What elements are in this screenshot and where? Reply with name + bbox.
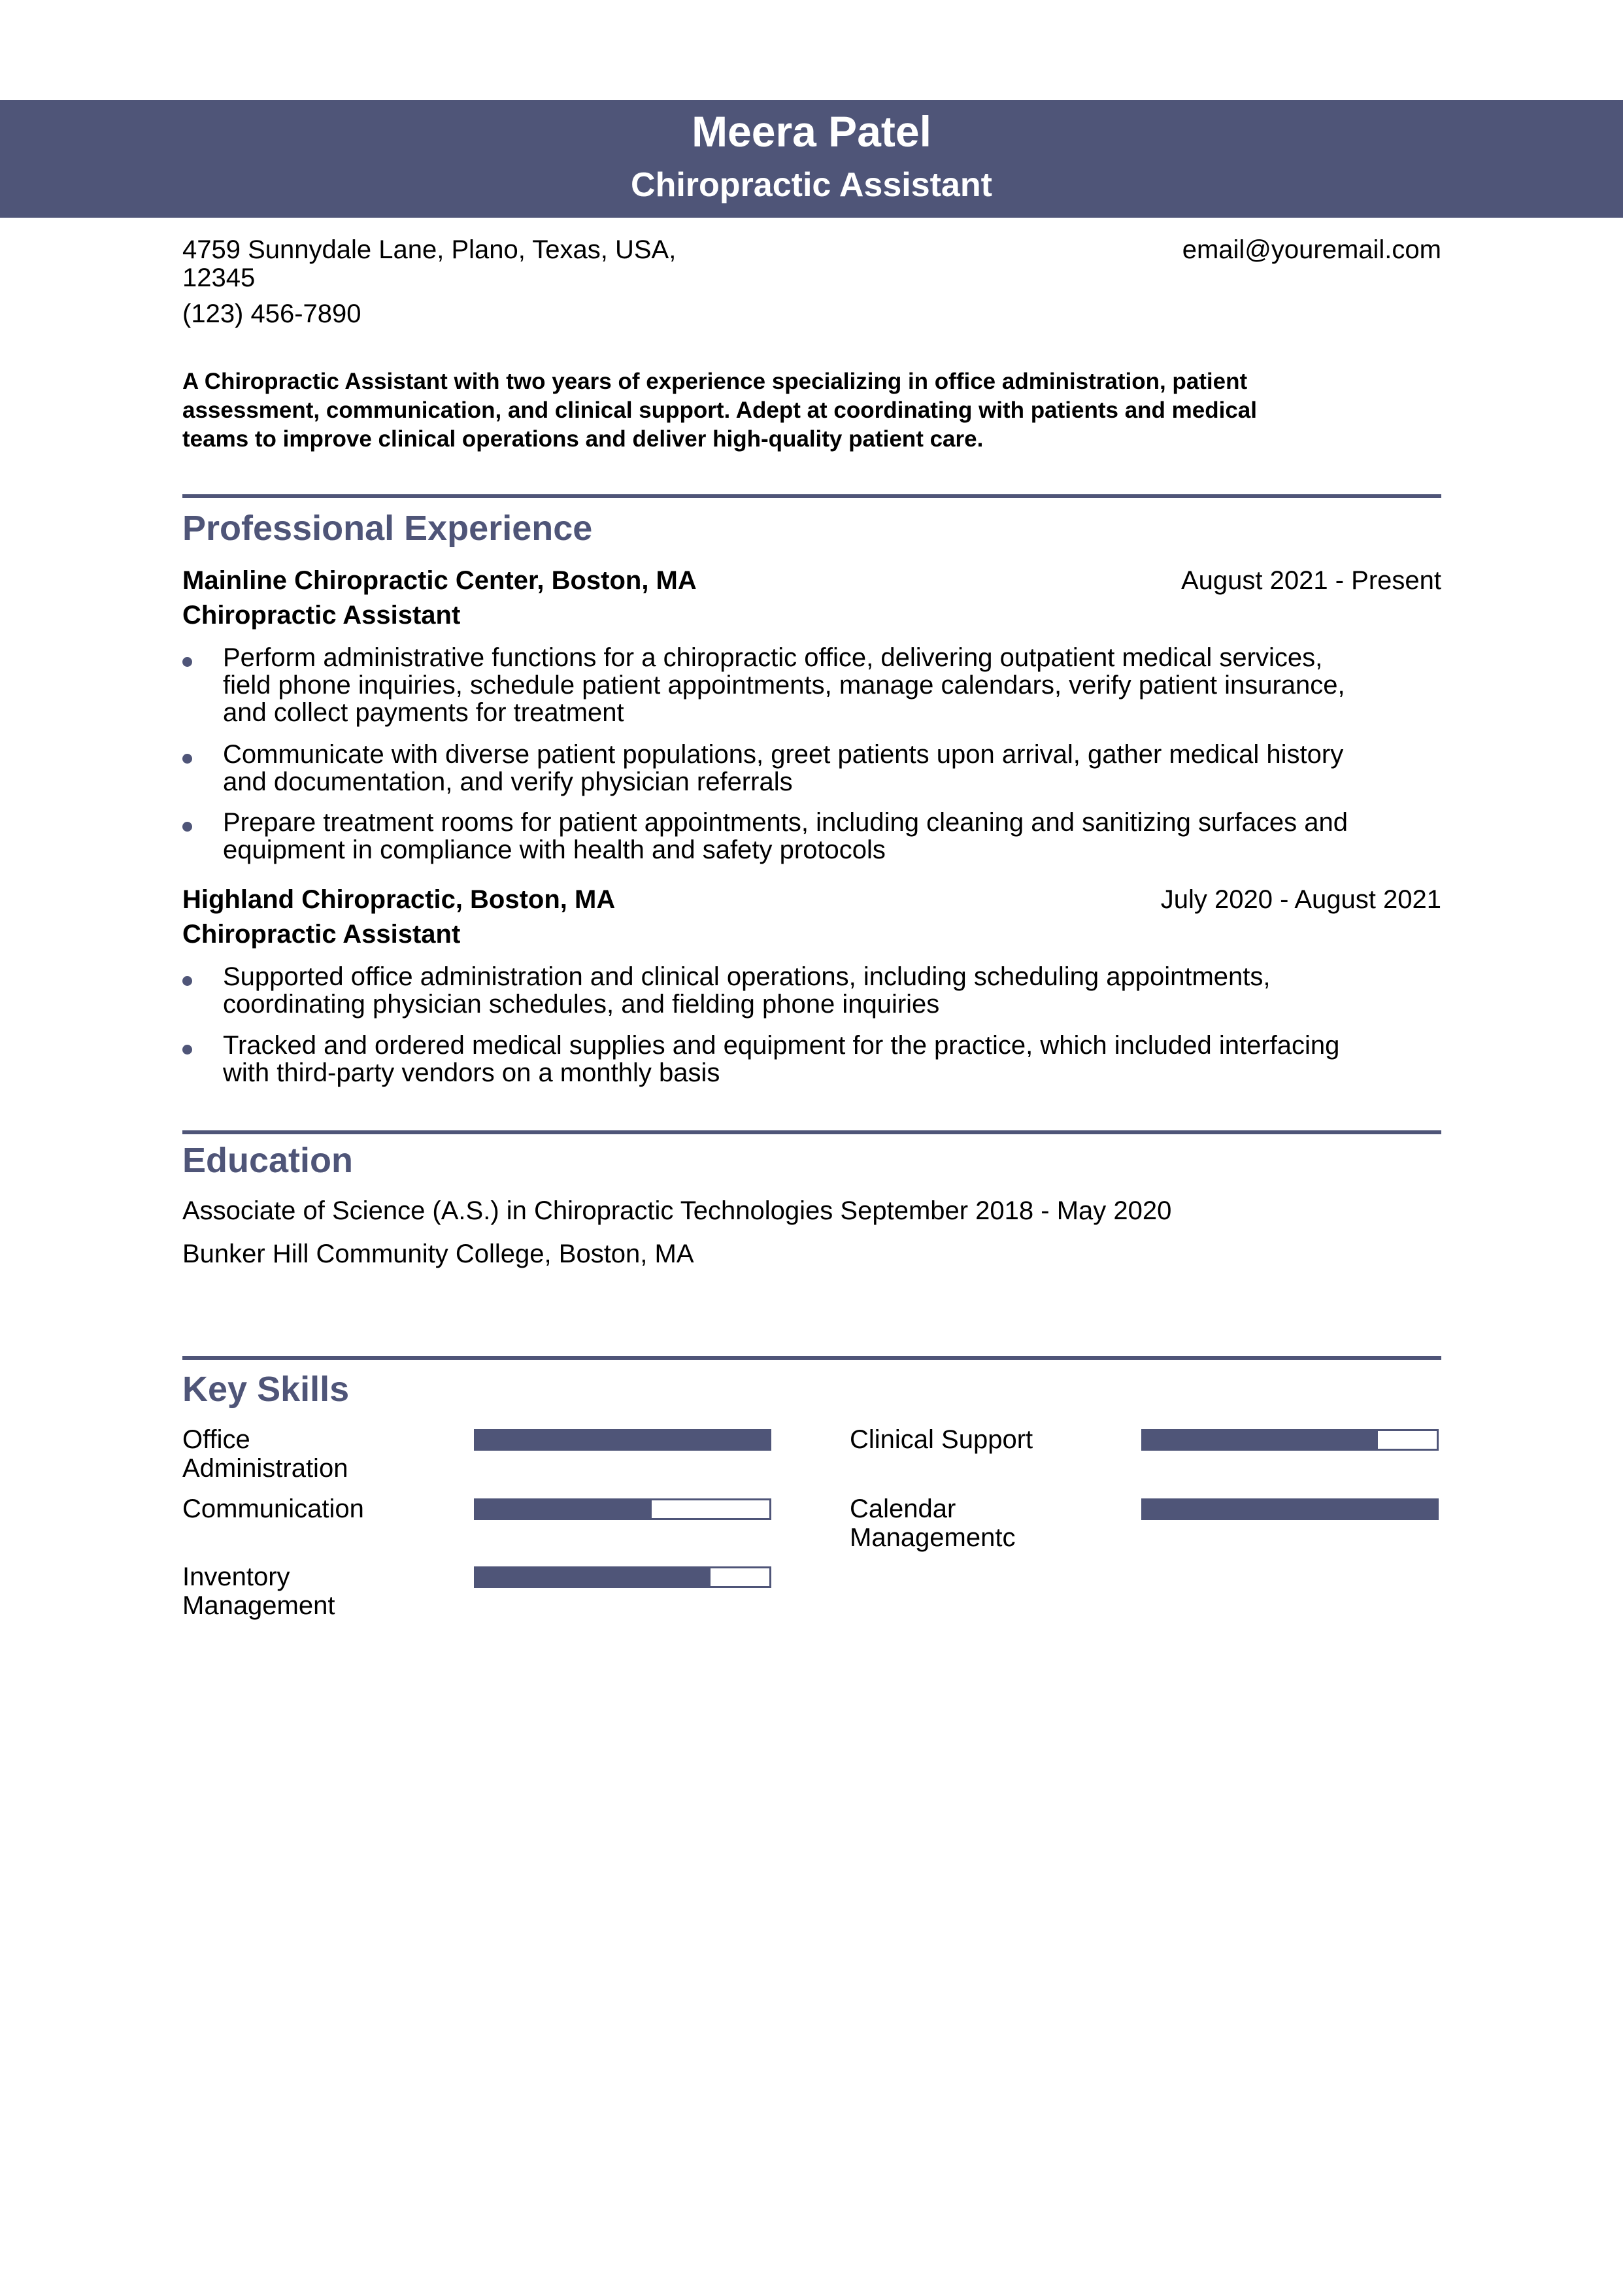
skill-level-bar — [1141, 1498, 1439, 1520]
bullet-line: equipment in compliance with health and safety protocols — [223, 836, 886, 864]
job-role: Chiropractic Assistant — [182, 920, 461, 949]
summary — [182, 367, 1441, 454]
candidate-name: Meera Patel — [692, 107, 931, 156]
section-divider — [182, 494, 1441, 498]
skill-label — [850, 1494, 1124, 1552]
job-bullet — [182, 963, 1441, 1022]
skill-label — [182, 1562, 457, 1620]
skill-level-bar — [1141, 1429, 1439, 1451]
bullet-line: field phone inquiries, schedule patient appointments, manage calendars, verify patient insurance, — [223, 671, 1345, 700]
skill-label-line: Management — [182, 1591, 335, 1620]
bullet-line: Prepare treatment rooms for patient appointments, including cleaning and sanitizing surfaces and — [223, 808, 1348, 837]
section-divider — [182, 1130, 1441, 1134]
skill-level-fill — [476, 1500, 652, 1518]
skill-label — [850, 1425, 1124, 1454]
bullet-line: coordinating physician schedules, and fielding phone inquiries — [223, 990, 940, 1019]
skill-level-bar — [474, 1498, 771, 1520]
summary-line: teams to improve clinical operations and deliver high-quality patient care. — [182, 426, 984, 452]
job-dates: July 2020 - August 2021 — [1160, 885, 1441, 914]
degree-line: Associate of Science (A.S.) in Chiropractic Technologies September 2018 - May 2020 — [182, 1196, 1172, 1225]
summary-line: assessment, communication, and clinical support. Adept at coordinating with patients and medical — [182, 397, 1257, 423]
bullet-line: Perform administrative functions for a chiropractic office, delivering outpatient medical services, — [223, 643, 1323, 672]
skill-label-line: Clinical Support — [850, 1425, 1033, 1454]
bullet-line: and collect payments for treatment — [223, 698, 624, 727]
skill-level-fill — [476, 1431, 769, 1449]
address-line-1: 4759 Sunnydale Lane, Plano, Texas, USA, — [182, 235, 677, 264]
job-bullet — [182, 741, 1441, 800]
skill-level-fill — [476, 1568, 711, 1586]
skill-label-line: Inventory — [182, 1562, 290, 1591]
email-address[interactable]: email@youremail.com — [1182, 235, 1441, 264]
bullet-icon — [182, 657, 192, 667]
skill-label-line: Communication — [182, 1494, 364, 1523]
phone-number: (123) 456-7890 — [182, 299, 361, 328]
section-divider — [182, 1356, 1441, 1360]
bullet-line: and documentation, and verify physician referrals — [223, 768, 793, 796]
bullet-line: with third-party vendors on a monthly basis — [223, 1058, 720, 1087]
skill-label-line: Administration — [182, 1454, 348, 1483]
bullet-icon — [182, 822, 192, 832]
skill-label — [182, 1494, 457, 1523]
job-role: Chiropractic Assistant — [182, 601, 461, 630]
skill-label-line: Calendar — [850, 1494, 956, 1523]
summary-line: A Chiropractic Assistant with two years of experience specializing in office administration, patient — [182, 369, 1248, 394]
skill-label-line: Office — [182, 1425, 250, 1454]
education-heading: Education — [182, 1141, 354, 1180]
job-company: Mainline Chiropractic Center, Boston, MA — [182, 566, 697, 595]
bullet-icon — [182, 976, 192, 986]
experience-heading: Professional Experience — [182, 509, 593, 548]
bullet-line: Tracked and ordered medical supplies and equipment for the practice, which included interfacing — [223, 1031, 1340, 1060]
skill-label-line: Managementc — [850, 1523, 1016, 1552]
job-bullet — [182, 809, 1441, 868]
candidate-title: Chiropractic Assistant — [631, 166, 992, 204]
skill-label — [182, 1425, 457, 1483]
skill-level-bar — [474, 1429, 771, 1451]
job-bullet — [182, 1032, 1441, 1090]
bullet-line: Supported office administration and clinical operations, including scheduling appointments, — [223, 962, 1271, 991]
skill-level-fill — [1143, 1431, 1378, 1449]
job-dates: August 2021 - Present — [1180, 566, 1441, 595]
school-line: Bunker Hill Community College, Boston, MA — [182, 1240, 694, 1268]
skills-heading: Key Skills — [182, 1370, 350, 1409]
bullet-icon — [182, 754, 192, 764]
job-company: Highland Chiropractic, Boston, MA — [182, 885, 616, 914]
bullet-icon — [182, 1045, 192, 1055]
skill-level-fill — [1143, 1500, 1437, 1518]
skill-level-bar — [474, 1566, 771, 1588]
job-bullet — [182, 644, 1441, 729]
bullet-line: Communicate with diverse patient populations, greet patients upon arrival, gather medical history — [223, 740, 1344, 769]
address-line-2: 12345 — [182, 263, 256, 292]
